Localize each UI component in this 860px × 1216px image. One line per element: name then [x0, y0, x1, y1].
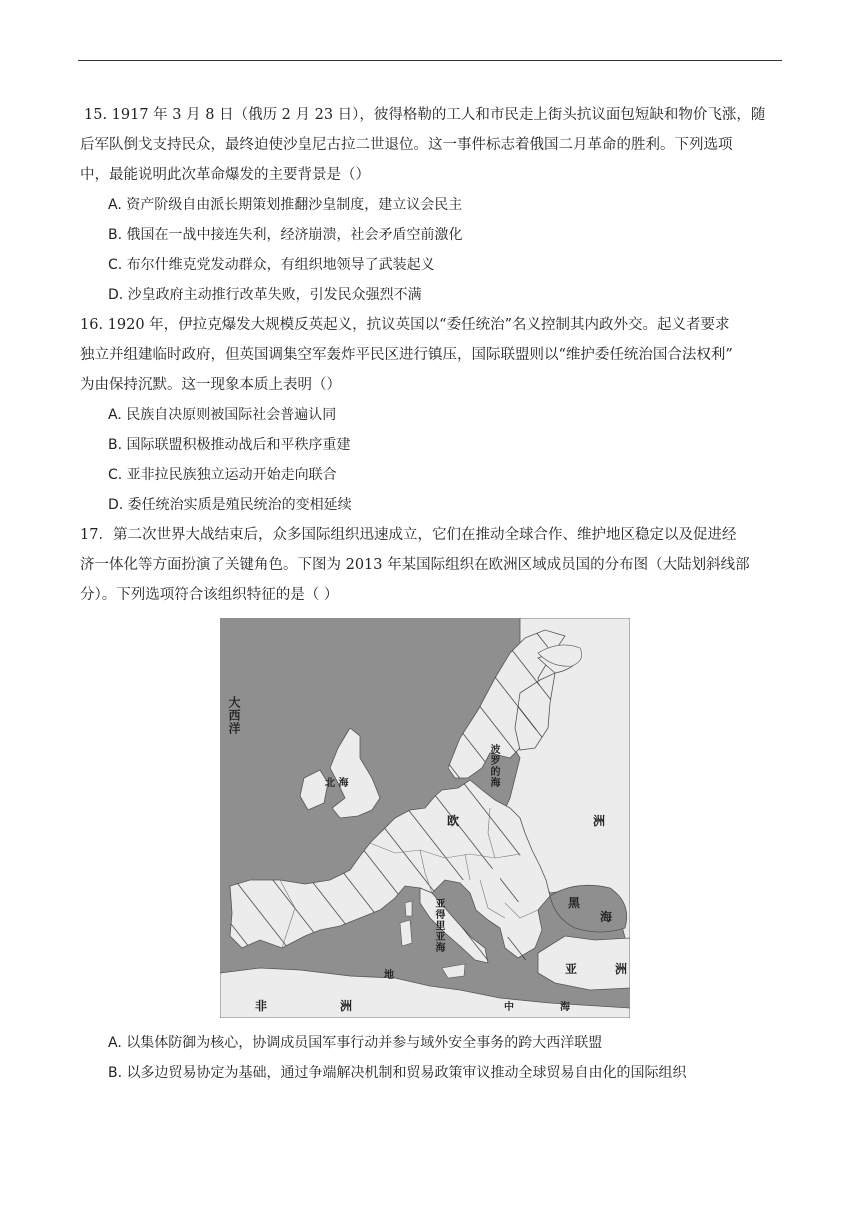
question-17-stem-line-1: 17．第二次世界大战结束后，众多国际组织迅速成立，它们在推动全球合作、维护地区稳定以及促进经	[80, 527, 737, 543]
map-label-europe-2: 洲	[593, 814, 606, 828]
map-label-europe-1: 欧	[447, 814, 460, 828]
question-15-stem-line-3: 中，最能说明此次革命爆发的主要背景是（）	[80, 167, 370, 183]
map-label-atlantic: 大西洋	[227, 696, 241, 735]
map-label-black-sea-2: 海	[600, 910, 613, 924]
question-16-option-a[interactable]: A. 民族自决原则被国际社会普遍认同	[108, 407, 337, 423]
question-16-stem-line-1: 16. 1920 年，伊拉克爆发大规模反英起义，抗议英国以“委任统治”名义控制其内政外交。起义者要求	[80, 317, 730, 333]
question-17-option-b[interactable]: B. 以多边贸易协定为基础，通过争端解决机制和贸易政策审议推动全球贸易自由化的国际组织	[108, 1065, 687, 1081]
question-17	[80, 520, 780, 1088]
question-17-option-a[interactable]: A. 以集体防御为核心，协调成员国军事行动并参与域外安全事务的跨大西洋联盟	[108, 1035, 603, 1051]
header-rule	[78, 60, 782, 61]
map-label-north-sea: 北 海	[325, 778, 349, 789]
question-15-option-a[interactable]: A. 资产阶级自由派长期策划推翻沙皇制度，建立议会民主	[108, 197, 463, 213]
question-17-stem-line-2: 济一体化等方面扮演了关键角色。下图为 2013 年某国际组织在欧洲区域成员国的分布图（大陆划斜线部	[80, 557, 750, 573]
exam-content	[80, 100, 780, 1088]
map-label-asia-1: 亚	[565, 962, 578, 976]
corsica	[405, 901, 412, 916]
question-15-stem-line-1: 15. 1917 年 3 月 8 日（俄历 2 月 23 日），彼得格勒的工人和市民走上街头抗议面包短缺和物价飞涨，随	[84, 107, 766, 123]
question-15-stem-line-2: 后军队倒戈支持民众，最终迫使沙皇尼古拉二世退位。这一事件标志着俄国二月革命的胜利。下列选项	[80, 137, 733, 153]
question-16-stem-line-3: 为由保持沉默。这一现象本质上表明（）	[80, 377, 341, 393]
map-label-med-3: 海	[560, 1002, 570, 1013]
map-label-baltic: 波罗的海	[488, 744, 499, 788]
map-label-black-sea-1: 黑	[568, 896, 581, 910]
question-15-option-d[interactable]: D. 沙皇政府主动推行改革失败，引发民众强烈不满	[108, 287, 422, 303]
map-label-med-2: 中	[504, 1002, 514, 1013]
map-label-africa-1: 非	[255, 999, 268, 1013]
sardinia	[400, 920, 412, 946]
question-17-stem-line-3: 分）。下列选项符合该组织特征的是（ ）	[80, 587, 339, 603]
question-15-option-b[interactable]: B. 俄国在一战中接连失利，经济崩溃，社会矛盾空前激化	[108, 227, 463, 243]
question-15	[80, 100, 780, 310]
map-label-med-1: 地	[384, 970, 394, 981]
question-16-option-d[interactable]: D. 委任统治实质是殖民统治的变相延续	[108, 497, 352, 513]
map-label-asia-2: 洲	[615, 962, 628, 976]
question-16-option-b[interactable]: B. 国际联盟积极推动战后和平秩序重建	[108, 437, 351, 453]
question-16-option-c[interactable]: C. 亚非拉民族独立运动开始走向联合	[108, 467, 337, 483]
europe-member-map	[220, 618, 630, 1018]
question-15-option-c[interactable]: C. 布尔什维克党发动群众，有组织地领导了武装起义	[108, 257, 435, 273]
map-label-adriatic: 亚得里亚海	[433, 898, 444, 953]
question-16	[80, 310, 780, 520]
question-16-stem-line-2: 独立并组建临时政府，但英国调集空军轰炸平民区进行镇压，国际联盟则以“维护委任统治国合法权利”	[80, 347, 733, 363]
europe-map-graphic	[220, 618, 630, 1018]
map-label-africa-2: 洲	[340, 999, 353, 1013]
